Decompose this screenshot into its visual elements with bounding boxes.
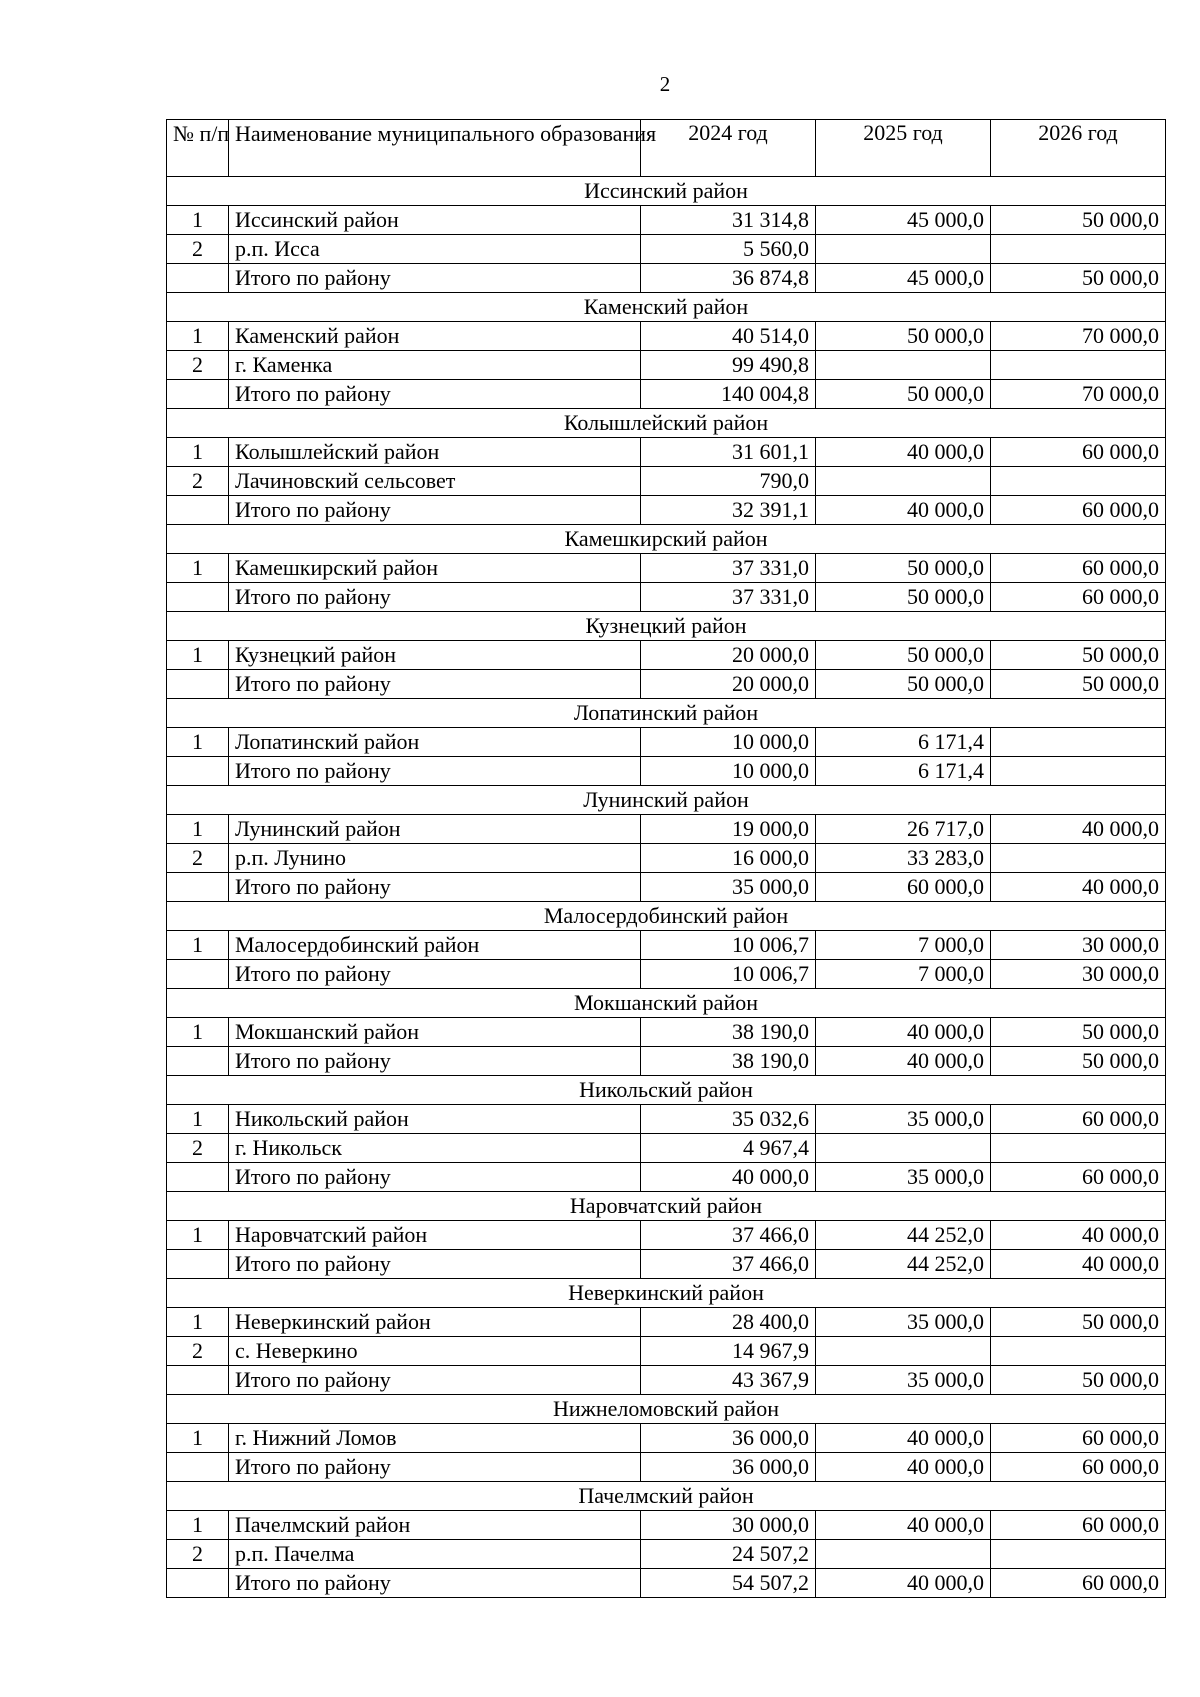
value-2026: 60 000,0: [991, 1569, 1166, 1598]
table-row: [167, 1018, 1166, 1047]
value-2025: [816, 1337, 991, 1366]
table-row: [167, 235, 1166, 264]
table-row: [167, 438, 1166, 467]
table-row: [167, 641, 1166, 670]
row-number: [167, 960, 229, 989]
district-name: Никольский район: [167, 1076, 1166, 1105]
total-row: [167, 960, 1166, 989]
district-header-row: [167, 786, 1166, 815]
municipality-name: Итого по району: [229, 670, 641, 699]
value-2025: [816, 1134, 991, 1163]
value-2025: [816, 1540, 991, 1569]
value-2026: [991, 467, 1166, 496]
row-number: 1: [167, 322, 229, 351]
municipality-name: г. Нижний Ломов: [229, 1424, 641, 1453]
row-number: 1: [167, 1105, 229, 1134]
total-row: [167, 264, 1166, 293]
value-2024: 4 967,4: [641, 1134, 816, 1163]
value-2025: 50 000,0: [816, 583, 991, 612]
municipality-name: Итого по району: [229, 583, 641, 612]
municipality-name: г. Никольск: [229, 1134, 641, 1163]
value-2026: 50 000,0: [991, 1018, 1166, 1047]
value-2025: 35 000,0: [816, 1308, 991, 1337]
table-body: [167, 177, 1166, 1598]
row-number: 1: [167, 931, 229, 960]
value-2026: 50 000,0: [991, 670, 1166, 699]
municipality-name: р.п. Лунино: [229, 844, 641, 873]
row-number: 2: [167, 235, 229, 264]
value-2026: 60 000,0: [991, 1453, 1166, 1482]
row-number: 1: [167, 1424, 229, 1453]
municipality-name: Итого по району: [229, 1047, 641, 1076]
district-name: Лопатинский район: [167, 699, 1166, 728]
value-2025: [816, 235, 991, 264]
row-number: [167, 873, 229, 902]
header-2026: 2026 год: [991, 120, 1166, 177]
municipality-name: Итого по району: [229, 1569, 641, 1598]
value-2026: 30 000,0: [991, 960, 1166, 989]
value-2026: 50 000,0: [991, 1366, 1166, 1395]
row-number: [167, 1453, 229, 1482]
value-2026: [991, 351, 1166, 380]
district-header-row: [167, 525, 1166, 554]
header-2024: 2024 год: [641, 120, 816, 177]
value-2025: 50 000,0: [816, 670, 991, 699]
table-row: [167, 1105, 1166, 1134]
municipality-name: Кузнецкий район: [229, 641, 641, 670]
district-name: Иссинский район: [167, 177, 1166, 206]
value-2024: 790,0: [641, 467, 816, 496]
municipality-name: р.п. Исса: [229, 235, 641, 264]
value-2026: 50 000,0: [991, 641, 1166, 670]
row-number: 2: [167, 351, 229, 380]
district-header-row: [167, 1192, 1166, 1221]
table-row: [167, 1134, 1166, 1163]
total-row: [167, 1047, 1166, 1076]
value-2026: 60 000,0: [991, 438, 1166, 467]
page-number: 2: [659, 72, 671, 96]
municipality-name: Колышлейский район: [229, 438, 641, 467]
value-2026: 70 000,0: [991, 380, 1166, 409]
value-2025: 35 000,0: [816, 1163, 991, 1192]
value-2024: 10 006,7: [641, 960, 816, 989]
value-2025: 40 000,0: [816, 1047, 991, 1076]
district-name: Неверкинский район: [167, 1279, 1166, 1308]
municipality-name: Лопатинский район: [229, 728, 641, 757]
value-2024: 37 331,0: [641, 554, 816, 583]
value-2026: 50 000,0: [991, 1047, 1166, 1076]
district-header-row: [167, 409, 1166, 438]
value-2024: 31 314,8: [641, 206, 816, 235]
value-2024: 31 601,1: [641, 438, 816, 467]
municipality-name: Лачиновский сельсовет: [229, 467, 641, 496]
table-row: [167, 1540, 1166, 1569]
municipality-name: Никольский район: [229, 1105, 641, 1134]
row-number: [167, 1569, 229, 1598]
row-number: 2: [167, 844, 229, 873]
value-2024: 20 000,0: [641, 670, 816, 699]
total-row: [167, 757, 1166, 786]
municipality-name: Итого по району: [229, 757, 641, 786]
value-2024: 10 000,0: [641, 757, 816, 786]
municipality-name: Камешкирский район: [229, 554, 641, 583]
row-number: [167, 496, 229, 525]
row-number: [167, 1047, 229, 1076]
value-2025: 44 252,0: [816, 1250, 991, 1279]
value-2026: [991, 1337, 1166, 1366]
value-2025: 40 000,0: [816, 1569, 991, 1598]
value-2024: 38 190,0: [641, 1047, 816, 1076]
total-row: [167, 670, 1166, 699]
table-row: [167, 554, 1166, 583]
table-row: [167, 1511, 1166, 1540]
header-municipality: Наименование муниципального образования: [229, 120, 641, 177]
total-row: [167, 496, 1166, 525]
district-name: Кузнецкий район: [167, 612, 1166, 641]
row-number: 1: [167, 1511, 229, 1540]
district-header-row: [167, 612, 1166, 641]
municipality-name: Каменский район: [229, 322, 641, 351]
value-2025: 50 000,0: [816, 380, 991, 409]
municipality-name: Наровчатский район: [229, 1221, 641, 1250]
total-row: [167, 583, 1166, 612]
value-2026: 60 000,0: [991, 496, 1166, 525]
table-row: [167, 351, 1166, 380]
district-name: Наровчатский район: [167, 1192, 1166, 1221]
value-2026: 60 000,0: [991, 1424, 1166, 1453]
district-name: Лунинский район: [167, 786, 1166, 815]
value-2026: 60 000,0: [991, 554, 1166, 583]
table-row: [167, 844, 1166, 873]
value-2026: [991, 1134, 1166, 1163]
value-2024: 140 004,8: [641, 380, 816, 409]
municipality-name: Мокшанский район: [229, 1018, 641, 1047]
value-2024: 30 000,0: [641, 1511, 816, 1540]
value-2025: 33 283,0: [816, 844, 991, 873]
district-header-row: [167, 902, 1166, 931]
district-name: Мокшанский район: [167, 989, 1166, 1018]
value-2026: 40 000,0: [991, 1250, 1166, 1279]
row-number: 1: [167, 554, 229, 583]
value-2025: 6 171,4: [816, 757, 991, 786]
value-2026: 60 000,0: [991, 583, 1166, 612]
row-number: [167, 757, 229, 786]
value-2024: 40 000,0: [641, 1163, 816, 1192]
district-header-row: [167, 1279, 1166, 1308]
value-2024: 24 507,2: [641, 1540, 816, 1569]
value-2025: [816, 467, 991, 496]
table-header-row: [167, 120, 1166, 177]
value-2024: 37 466,0: [641, 1250, 816, 1279]
row-number: [167, 1163, 229, 1192]
district-name: Нижнеломовский район: [167, 1395, 1166, 1424]
value-2024: 36 000,0: [641, 1424, 816, 1453]
table-row: [167, 322, 1166, 351]
municipality-name: г. Каменка: [229, 351, 641, 380]
value-2026: 50 000,0: [991, 1308, 1166, 1337]
row-number: 1: [167, 641, 229, 670]
value-2026: 60 000,0: [991, 1105, 1166, 1134]
value-2026: 40 000,0: [991, 1221, 1166, 1250]
allocation-table: [166, 119, 1166, 1598]
value-2024: 10 006,7: [641, 931, 816, 960]
total-row: [167, 1163, 1166, 1192]
municipality-name: Лунинский район: [229, 815, 641, 844]
row-number: [167, 1250, 229, 1279]
value-2025: 35 000,0: [816, 1366, 991, 1395]
district-header-row: [167, 177, 1166, 206]
value-2024: 38 190,0: [641, 1018, 816, 1047]
value-2026: [991, 1540, 1166, 1569]
value-2025: 60 000,0: [816, 873, 991, 902]
value-2024: 36 000,0: [641, 1453, 816, 1482]
municipality-name: с. Неверкино: [229, 1337, 641, 1366]
value-2025: 40 000,0: [816, 1018, 991, 1047]
value-2026: [991, 728, 1166, 757]
header-number: № п/п: [167, 120, 229, 177]
district-name: Пачелмский район: [167, 1482, 1166, 1511]
row-number: 2: [167, 1540, 229, 1569]
value-2025: 7 000,0: [816, 960, 991, 989]
value-2025: 45 000,0: [816, 264, 991, 293]
value-2024: 10 000,0: [641, 728, 816, 757]
district-header-row: [167, 1482, 1166, 1511]
municipality-name: Пачелмский район: [229, 1511, 641, 1540]
municipality-name: Итого по району: [229, 380, 641, 409]
municipality-name: Итого по району: [229, 496, 641, 525]
municipality-name: Малосердобинский район: [229, 931, 641, 960]
value-2025: 50 000,0: [816, 322, 991, 351]
value-2025: [816, 351, 991, 380]
table-row: [167, 931, 1166, 960]
row-number: 1: [167, 438, 229, 467]
table-row: [167, 1424, 1166, 1453]
value-2024: 43 367,9: [641, 1366, 816, 1395]
value-2024: 28 400,0: [641, 1308, 816, 1337]
municipality-name: Итого по району: [229, 264, 641, 293]
value-2026: 70 000,0: [991, 322, 1166, 351]
row-number: [167, 583, 229, 612]
value-2024: 5 560,0: [641, 235, 816, 264]
value-2024: 37 466,0: [641, 1221, 816, 1250]
value-2024: 40 514,0: [641, 322, 816, 351]
value-2025: 40 000,0: [816, 1511, 991, 1540]
row-number: 2: [167, 1134, 229, 1163]
row-number: 1: [167, 1221, 229, 1250]
row-number: 1: [167, 206, 229, 235]
value-2026: 40 000,0: [991, 873, 1166, 902]
district-header-row: [167, 989, 1166, 1018]
value-2025: 40 000,0: [816, 438, 991, 467]
total-row: [167, 1250, 1166, 1279]
value-2024: 35 000,0: [641, 873, 816, 902]
value-2024: 35 032,6: [641, 1105, 816, 1134]
value-2025: 35 000,0: [816, 1105, 991, 1134]
value-2025: 50 000,0: [816, 641, 991, 670]
municipality-name: р.п. Пачелма: [229, 1540, 641, 1569]
value-2024: 99 490,8: [641, 351, 816, 380]
value-2024: 36 874,8: [641, 264, 816, 293]
value-2026: 40 000,0: [991, 815, 1166, 844]
value-2025: 40 000,0: [816, 1453, 991, 1482]
total-row: [167, 873, 1166, 902]
row-number: [167, 670, 229, 699]
municipality-name: Итого по району: [229, 1250, 641, 1279]
district-name: Камешкирский район: [167, 525, 1166, 554]
value-2026: [991, 757, 1166, 786]
total-row: [167, 1366, 1166, 1395]
value-2026: 50 000,0: [991, 264, 1166, 293]
row-number: 1: [167, 728, 229, 757]
table-row: [167, 728, 1166, 757]
row-number: 2: [167, 1337, 229, 1366]
value-2025: 40 000,0: [816, 496, 991, 525]
total-row: [167, 1453, 1166, 1482]
total-row: [167, 380, 1166, 409]
value-2024: 16 000,0: [641, 844, 816, 873]
district-header-row: [167, 699, 1166, 728]
header-2025: 2025 год: [816, 120, 991, 177]
table-row: [167, 1221, 1166, 1250]
municipality-name: Итого по району: [229, 1366, 641, 1395]
table-row: [167, 1308, 1166, 1337]
value-2026: [991, 235, 1166, 264]
district-name: Малосердобинский район: [167, 902, 1166, 931]
municipality-name: Итого по району: [229, 1453, 641, 1482]
value-2025: 45 000,0: [816, 206, 991, 235]
value-2026: 60 000,0: [991, 1511, 1166, 1540]
value-2026: 60 000,0: [991, 1163, 1166, 1192]
table-row: [167, 467, 1166, 496]
district-name: Каменский район: [167, 293, 1166, 322]
value-2025: 26 717,0: [816, 815, 991, 844]
value-2024: 19 000,0: [641, 815, 816, 844]
value-2025: 44 252,0: [816, 1221, 991, 1250]
value-2025: 50 000,0: [816, 554, 991, 583]
district-header-row: [167, 1395, 1166, 1424]
row-number: [167, 1366, 229, 1395]
row-number: 1: [167, 815, 229, 844]
table-row: [167, 1337, 1166, 1366]
municipality-name: Итого по району: [229, 1163, 641, 1192]
row-number: 2: [167, 467, 229, 496]
table-row: [167, 815, 1166, 844]
value-2024: 20 000,0: [641, 641, 816, 670]
municipality-name: Иссинский район: [229, 206, 641, 235]
value-2025: 40 000,0: [816, 1424, 991, 1453]
value-2024: 37 331,0: [641, 583, 816, 612]
value-2026: 50 000,0: [991, 206, 1166, 235]
row-number: 1: [167, 1018, 229, 1047]
row-number: 1: [167, 1308, 229, 1337]
table-row: [167, 206, 1166, 235]
municipality-name: Итого по району: [229, 960, 641, 989]
value-2024: 32 391,1: [641, 496, 816, 525]
municipality-name: Итого по району: [229, 873, 641, 902]
value-2024: 14 967,9: [641, 1337, 816, 1366]
value-2026: 30 000,0: [991, 931, 1166, 960]
value-2024: 54 507,2: [641, 1569, 816, 1598]
value-2025: 7 000,0: [816, 931, 991, 960]
district-header-row: [167, 293, 1166, 322]
total-row: [167, 1569, 1166, 1598]
value-2026: [991, 844, 1166, 873]
district-name: Колышлейский район: [167, 409, 1166, 438]
municipality-name: Неверкинский район: [229, 1308, 641, 1337]
district-header-row: [167, 1076, 1166, 1105]
value-2025: 6 171,4: [816, 728, 991, 757]
row-number: [167, 380, 229, 409]
row-number: [167, 264, 229, 293]
